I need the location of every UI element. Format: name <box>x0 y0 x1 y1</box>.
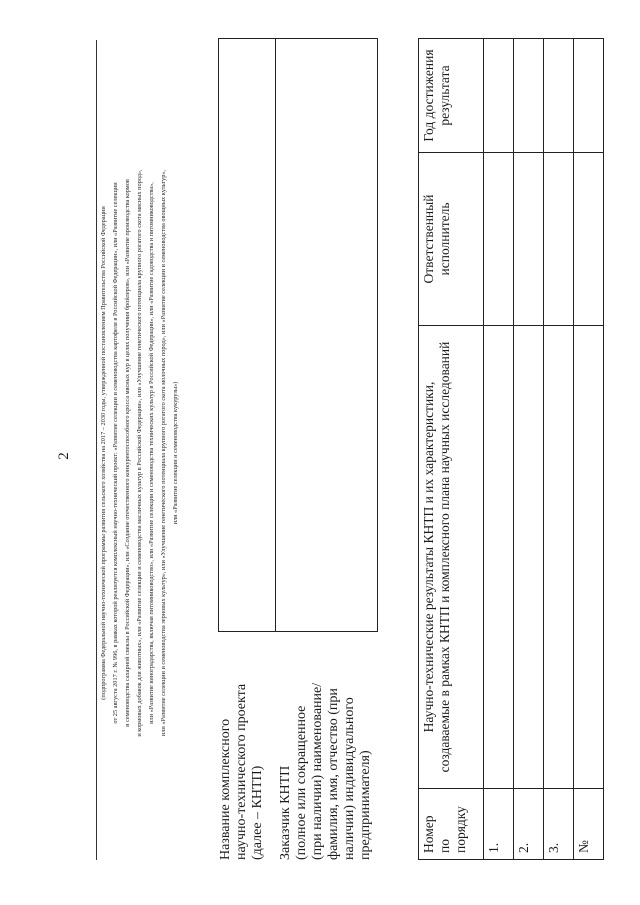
footnote-line: и кормовых добавок для животных», или «Развитие селекции и семеноводства масличных культур в Российской Федерации», или «Улучшение генетического потенциала крупного рогатого скота мясных пород», <box>136 169 143 737</box>
results-table <box>418 38 604 860</box>
executor-cell[interactable] <box>574 153 604 326</box>
executor-cell[interactable] <box>484 153 514 326</box>
year-cell[interactable] <box>484 39 514 153</box>
project-info-box <box>218 38 378 632</box>
table-header-row <box>419 39 484 860</box>
executor-cell[interactable] <box>514 153 544 326</box>
results-cell[interactable] <box>544 326 574 789</box>
rotated-content <box>18 24 623 882</box>
results-cell[interactable] <box>484 326 514 789</box>
table-row <box>574 39 604 860</box>
footnote-rule <box>96 40 97 860</box>
footnote-line: от 25 августа 2017 г. № 996, в рамках которой реализуется комплексный научно-технический проект: «Развитие селекции и семеноводства картофеля в Российской Федерации», или «Развитие селекции <box>112 182 119 724</box>
row-number: 3. <box>544 789 574 860</box>
results-cell[interactable] <box>514 326 544 789</box>
customer-label: Заказчик КНТП (полное или сокращенное (при наличии) наименование/ фамилия, имя, отчество (при наличии) индивидуального предпринимателя) <box>278 682 373 860</box>
header-executor: Ответственный исполнитель <box>419 153 484 326</box>
table-row <box>544 39 574 860</box>
year-cell[interactable] <box>574 39 604 153</box>
header-year: Год достижения результата <box>419 39 484 153</box>
footnote-line: или «Развитие селекции и семеноводства зерновых культур», или «Улучшение генетического потенциала крупного рогатого скота молочных пород», или «Развитие селекции и семеноводства овощных культур», <box>160 169 167 737</box>
project-name-label: Название комплексного научно-технического проекта (далее – КНТП) <box>218 683 265 860</box>
footnote-line: или «Развитие виноградарства, включая питомниководство», или «Развитие селекции и семеноводства технических культур в Российской Федерации», или «Развитие садоводства и питомниководства», <box>148 182 155 724</box>
row-number: 1. <box>484 789 514 860</box>
results-cell[interactable] <box>574 326 604 789</box>
year-cell[interactable] <box>544 39 574 153</box>
row-number: № <box>574 789 604 860</box>
customer-field[interactable] <box>276 39 376 631</box>
project-name-field[interactable] <box>219 39 275 631</box>
year-cell[interactable] <box>514 39 544 153</box>
footnote-line: и семеноводства сахарной свеклы в Российской Федерации», или «Создание отечественного конкурентоспособного кросса мясных кур в целях получения бройлеров», или «Развитие производства кормов <box>124 179 131 727</box>
header-results: Научно-технические результаты КНТП и их характеристики, создаваемые в рамках КНТП и комплексного плана научных исследований <box>419 326 484 789</box>
table-row <box>514 39 544 860</box>
executor-cell[interactable] <box>544 153 574 326</box>
row-number: 2. <box>514 789 544 860</box>
footnote-line: или «Развитие селекции и семеноводства кукурузы») <box>172 381 179 525</box>
header-number: Номер по порядку <box>419 789 484 860</box>
table-row <box>484 39 514 860</box>
page-number: 2 <box>56 452 72 460</box>
footnote-line: (подпрограмма Федеральной научно-технической программы развития сельского хозяйства на 2017 – 2030 годы, утвержденной постановлением Правительства Российской Федерации <box>100 206 107 700</box>
